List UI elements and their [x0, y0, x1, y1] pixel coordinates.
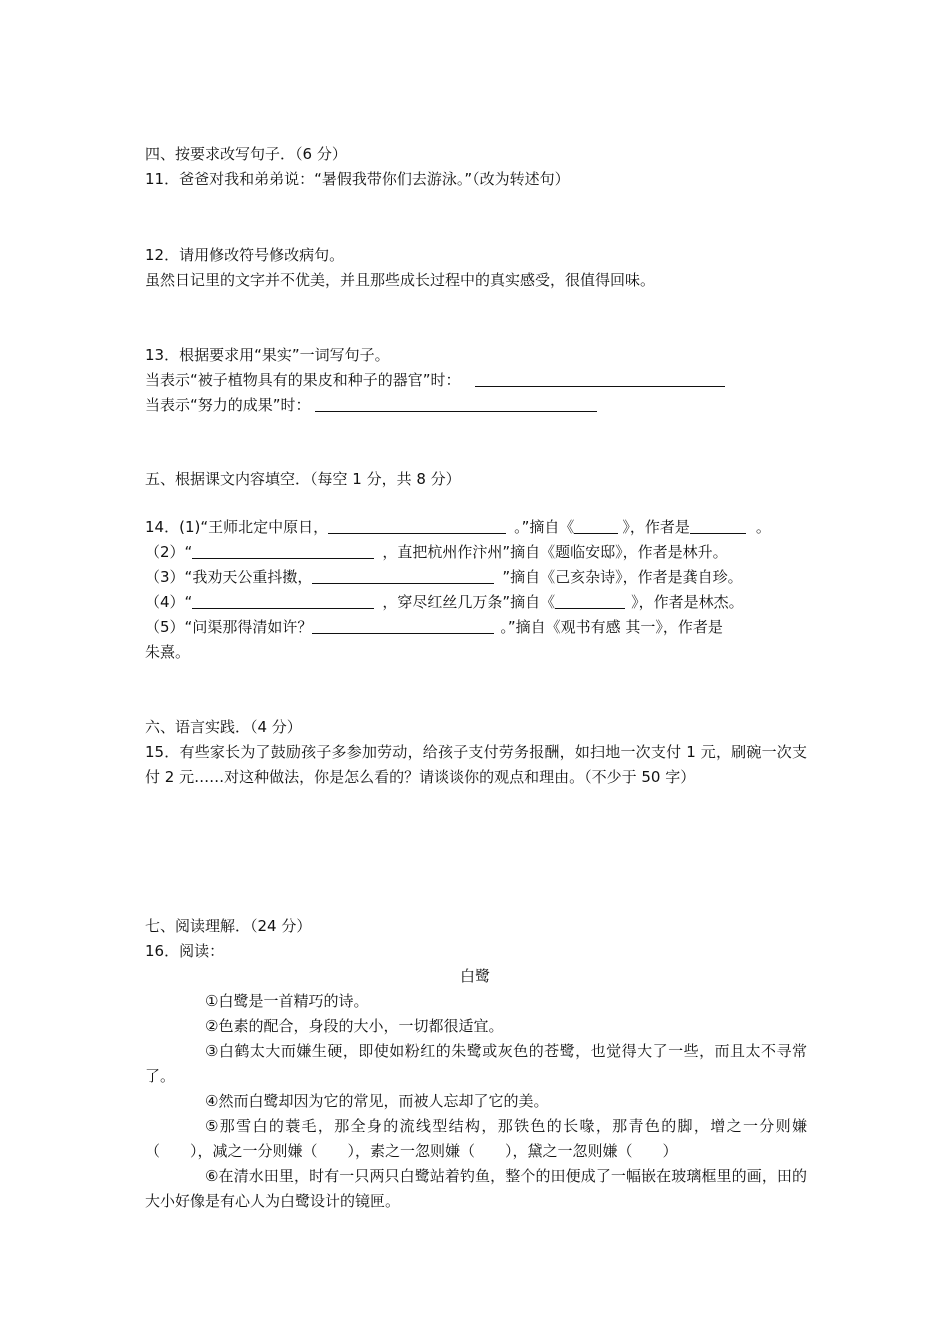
- q14-text: 。: [755, 518, 771, 536]
- section-7-heading: 七、阅读理解．（24 分）: [145, 917, 312, 935]
- question-15: 15．有些家长为了鼓励孩子多参加劳动，给孩子支付劳务报酬，如扫地一次支付 1 元，刷碗一次支付 2 元……对这种做法，你是怎么看的？请谈谈你的观点和理由。（不少于 50 字）: [145, 743, 807, 786]
- passage-paragraph-6: ⑥在清水田里，时有一只两只白鹭站着钓鱼，整个的田便成了一幅嵌在玻璃框里的画，田的大小好像是有心人为白鹭设计的镜匣。: [145, 1167, 807, 1210]
- answer-blank[interactable]: [328, 518, 506, 534]
- answer-blank[interactable]: [312, 568, 494, 584]
- passage-paragraph-1: ①白鹭是一首精巧的诗。: [205, 992, 369, 1010]
- q14-text: ，直把杭州作汴州”摘自《题临安邸》，作者是林升。: [382, 543, 728, 561]
- answer-blank[interactable]: [192, 593, 374, 609]
- question-14-author: 朱熹。: [145, 643, 191, 661]
- question-14-line-4: [145, 590, 807, 615]
- section-6-heading: 六、语言实践．（4 分）: [145, 718, 302, 736]
- q14-text: （3）“我劝天公重抖擞，: [145, 568, 313, 586]
- answer-blank[interactable]: [574, 518, 618, 534]
- passage-paragraph-2: ②色素的配合，身段的大小，一切都很适宜。: [205, 1017, 504, 1035]
- passage-paragraph-3: ③白鹤太大而嫌生硬，即使如粉红的朱鹭或灰色的苍鹭，也觉得大了一些，而且太不寻常了。: [145, 1042, 807, 1085]
- question-14-line-3: [145, 565, 807, 590]
- passage-title: 白鹭: [459, 967, 490, 985]
- question-11: 11．爸爸对我和弟弟说：“暑假我带你们去游泳。”（改为转述句）: [145, 170, 570, 188]
- section-4-heading: 四、按要求改写句子．（6 分）: [145, 145, 347, 163]
- q14-text: 》，作者是: [622, 518, 690, 536]
- q14-text: （5）“问渠那得清如许？: [145, 618, 313, 636]
- q14-text: ”摘自《己亥杂诗》，作者是龚自珍。: [502, 568, 743, 586]
- question-13-line-b: [145, 393, 807, 418]
- answer-blank[interactable]: [312, 618, 494, 634]
- passage-paragraph-4: ④然而白鹭却因为它的常见，而被人忘却了它的美。: [205, 1092, 549, 1110]
- answer-blank[interactable]: [315, 396, 597, 412]
- question-14-line-5: [145, 615, 807, 640]
- q14-text: （4）“: [145, 593, 193, 611]
- question-14-line-1: [145, 515, 807, 540]
- q14-text: 14．(1)“王师北定中原日，: [145, 518, 329, 536]
- q14-text: ，穿尽红丝几万条”摘自《: [382, 593, 556, 611]
- question-13-prompt-a: 当表示“被子植物具有的果皮和种子的器官”时：: [145, 371, 461, 389]
- question-14-line-2: [145, 540, 807, 565]
- answer-blank[interactable]: [690, 518, 746, 534]
- question-12: 12．请用修改符号修改病句。: [145, 246, 345, 264]
- answer-blank[interactable]: [192, 543, 374, 559]
- question-13-line-a: [145, 368, 807, 393]
- question-16: 16．阅读：: [145, 942, 225, 960]
- q14-text: 。”摘自《: [514, 518, 575, 536]
- q14-text: 。”摘自《观书有感 其一》，作者是: [500, 618, 723, 636]
- q14-text: （2）“: [145, 543, 193, 561]
- q14-text: 》，作者是林杰。: [631, 593, 744, 611]
- passage-paragraph-5: ⑤那雪白的蓑毛，那全身的流线型结构，那铁色的长喙，那青色的脚，增之一分则嫌（ ），减之一分则嫌（ ），素之一忽则嫌（ ），黛之一忽则嫌（ ）: [145, 1117, 807, 1160]
- answer-blank[interactable]: [555, 593, 625, 609]
- answer-blank[interactable]: [475, 371, 725, 387]
- question-13-prompt-b: 当表示“努力的成果”时：: [145, 396, 311, 414]
- question-13: 13．根据要求用“果实”一词写句子。: [145, 346, 390, 364]
- section-5-heading: 五、根据课文内容填空．（每空 1 分，共 8 分）: [145, 470, 461, 488]
- question-12-sentence: 虽然日记里的文字并不优美，并且那些成长过程中的真实感受，很值得回味。: [145, 271, 656, 289]
